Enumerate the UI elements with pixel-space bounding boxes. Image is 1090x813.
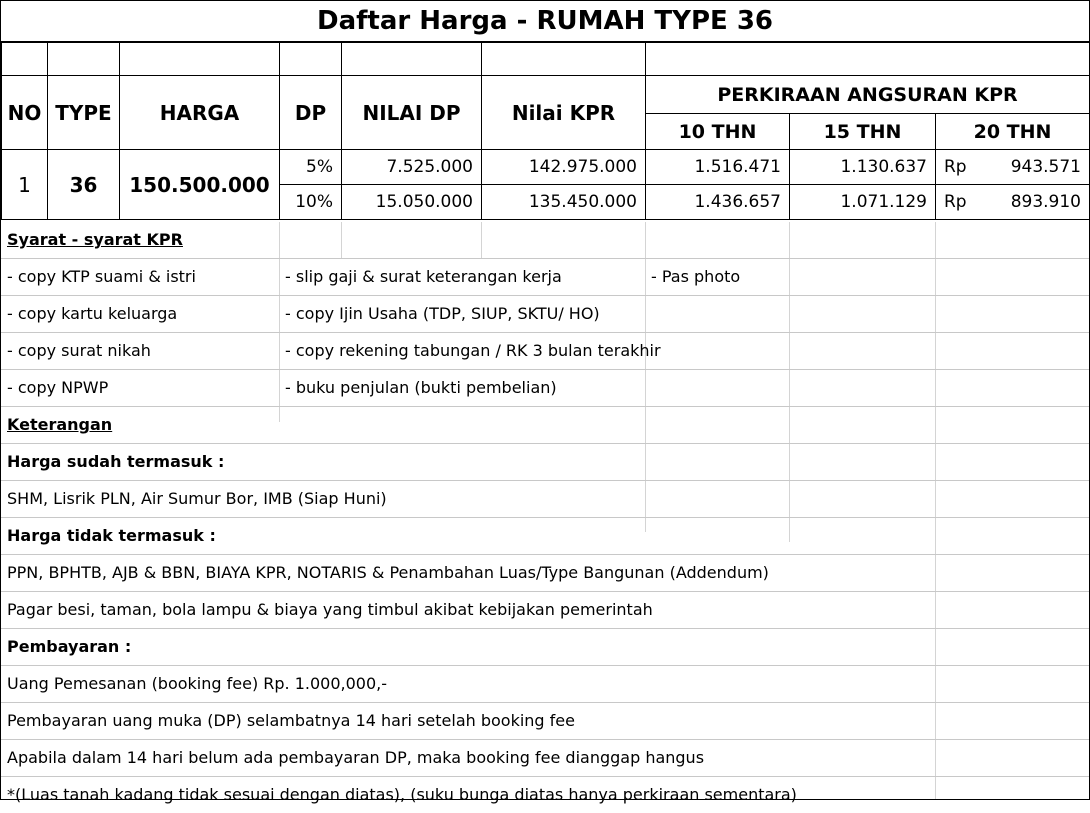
- col-header-nilai-kpr: Nilai KPR: [482, 76, 646, 150]
- list-item: [1, 703, 1089, 740]
- list-item: [1, 333, 1089, 370]
- pembayaran-item: Apabila dalam 14 hari belum ada pembayaran DP, maka booking fee dianggap hangus: [7, 748, 705, 767]
- col-header-harga: HARGA: [120, 76, 280, 150]
- tidak-termasuk-heading: Harga tidak termasuk :: [7, 526, 216, 545]
- termasuk-text: SHM, Lisrik PLN, Air Sumur Bor, IMB (Siap Huni): [7, 489, 387, 508]
- list-item: [1, 666, 1089, 703]
- cell-angsuran-20: [936, 150, 1090, 185]
- tidak-termasuk-text: Pagar besi, taman, bola lampu & biaya yang timbul akibat kebijakan pemerintah: [7, 600, 653, 619]
- termasuk-heading: Harga sudah termasuk :: [7, 452, 225, 471]
- col-header-nilai-dp: NILAI DP: [342, 76, 482, 150]
- table-row: [2, 150, 1090, 185]
- cell-nilai-dp: 7.525.000: [342, 150, 482, 185]
- sheet-title: Daftar Harga - RUMAH TYPE 36: [1, 1, 1089, 43]
- cell-nilai-dp: 15.050.000: [342, 185, 482, 220]
- cell-angsuran-20: [936, 185, 1090, 220]
- syarat-item: - copy rekening tabungan / RK 3 bulan terakhir: [285, 341, 661, 360]
- list-item: [1, 259, 1089, 296]
- syarat-item: - slip gaji & surat keterangan kerja: [285, 267, 562, 286]
- col-header-dp: DP: [280, 76, 342, 150]
- col-header-perkiraan: PERKIRAAN ANGSURAN KPR: [646, 76, 1090, 114]
- col-header-type: TYPE: [48, 76, 120, 150]
- cell-harga: 150.500.000: [120, 150, 280, 220]
- syarat-item: - copy Ijin Usaha (TDP, SIUP, SKTU/ HO): [285, 304, 600, 323]
- cell-angsuran-10: 1.516.471: [646, 150, 790, 185]
- list-item: [1, 444, 1089, 481]
- syarat-item: - copy surat nikah: [7, 341, 151, 360]
- spacer-row: [2, 42, 1090, 76]
- currency-label: Rp: [944, 157, 967, 177]
- cell-no: 1: [2, 150, 48, 220]
- header-row-1: [2, 76, 1090, 114]
- tidak-termasuk-text: PPN, BPHTB, AJB & BBN, BIAYA KPR, NOTARIS & Penambahan Luas/Type Bangunan (Addendum): [7, 563, 769, 582]
- pembayaran-item: Pembayaran uang muka (DP) selambatnya 14 hari setelah booking fee: [7, 711, 575, 730]
- list-item: [1, 481, 1089, 518]
- list-item: [1, 592, 1089, 629]
- list-item: [1, 777, 1089, 813]
- currency-label: Rp: [944, 192, 967, 212]
- col-header-15thn: 15 THN: [790, 114, 936, 150]
- list-item: [1, 222, 1089, 259]
- list-item: [1, 740, 1089, 777]
- cell-nilai-kpr: 135.450.000: [482, 185, 646, 220]
- cell-type: 36: [48, 150, 120, 220]
- cell-nilai-kpr: 142.975.000: [482, 150, 646, 185]
- list-item: [1, 518, 1089, 555]
- syarat-item: - copy KTP suami & istri: [7, 267, 196, 286]
- cell-dp: 10%: [280, 185, 342, 220]
- list-item: [1, 296, 1089, 333]
- cell-angsuran-15: 1.071.129: [790, 185, 936, 220]
- pembayaran-item: Uang Pemesanan (booking fee) Rp. 1.000,000,-: [7, 674, 388, 693]
- keterangan-heading: Keterangan: [7, 415, 113, 434]
- cell-angsuran-20-value: 943.571: [1010, 157, 1082, 177]
- cell-angsuran-10: 1.436.657: [646, 185, 790, 220]
- list-item: [1, 629, 1089, 666]
- pembayaran-item: *(Luas tanah kadang tidak sesuai dengan diatas), (suku bunga diatas hanya perkiraan sementara): [7, 785, 797, 804]
- list-item: [1, 407, 1089, 444]
- cell-dp: 5%: [280, 150, 342, 185]
- cell-angsuran-15: 1.130.637: [790, 150, 936, 185]
- pembayaran-heading: Pembayaran :: [7, 637, 132, 656]
- syarat-item: - copy kartu keluarga: [7, 304, 178, 323]
- syarat-item: - Pas photo: [651, 267, 741, 286]
- col-header-20thn: 20 THN: [936, 114, 1090, 150]
- cell-angsuran-20-value: 893.910: [1010, 192, 1082, 212]
- price-table: [1, 41, 1090, 220]
- syarat-item: - buku penjulan (bukti pembelian): [285, 378, 557, 397]
- list-item: [1, 555, 1089, 592]
- col-header-no: NO: [2, 76, 48, 150]
- syarat-heading: Syarat - syarat KPR: [7, 230, 183, 249]
- list-item: [1, 370, 1089, 407]
- notes-section: [1, 222, 1089, 813]
- col-header-10thn: 10 THN: [646, 114, 790, 150]
- syarat-item: - copy NPWP: [7, 378, 109, 397]
